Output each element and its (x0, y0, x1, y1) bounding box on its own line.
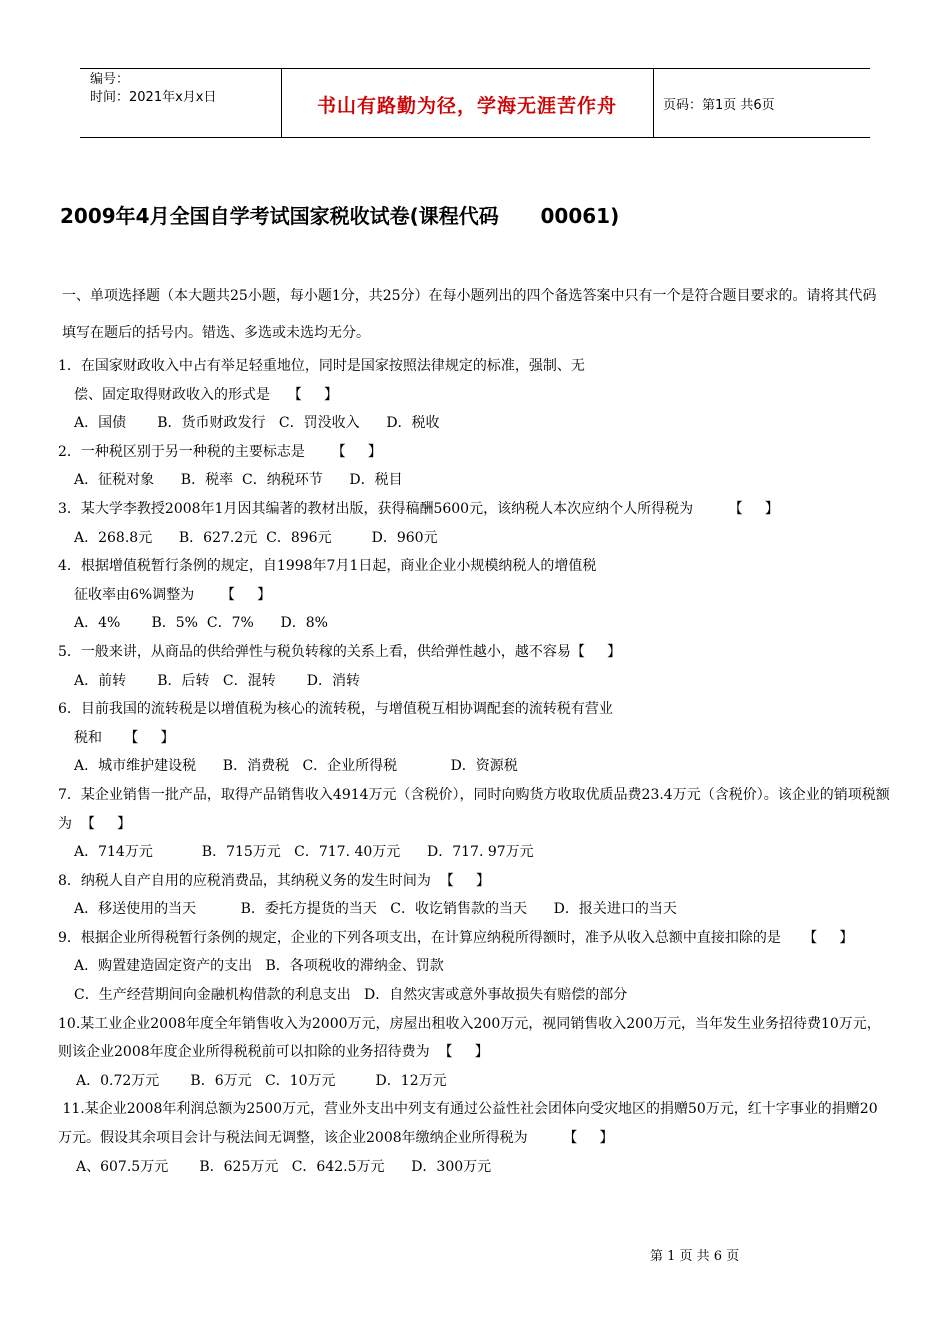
text-line: A．征税对象 B．税率 C．纳税环节 D．税目 (74, 472, 403, 489)
text-line: A．城市维护建设税 B．消费税 C．企业所得税 D．资源税 (74, 758, 518, 775)
text-line: 一、单项选择题（本大题共25小题，每小题1分，共25分）在每小题列出的四个备选答案中只有一个是符合题目要求的。请将其代码填写在题后的括号内。错选、多选或未选均无分。 (62, 288, 877, 341)
text-line: 9．根据企业所得税暂行条例的规定，企业的下列各项支出，在计算应纳税所得额时，准予从收入总额中直接扣除的是 【 】 (58, 929, 854, 946)
header-meta (90, 71, 280, 107)
text-line: A．714万元 B．715万元 C．717. 40万元 D．717. 97万元 (74, 844, 534, 861)
text-line: 1．在国家财政收入中占有举足轻重地位，同时是国家按照法律规定的标准，强制、无 (58, 358, 585, 374)
document-title: 2009年4月全国自学考试国家税收试卷(课程代码 00061) (60, 204, 620, 228)
text-line: 3．某大学李教授2008年1月因其编著的教材出版，获得稿酬5600元，该纳税人本次应纳个人所得税为 【 】 (58, 500, 779, 517)
text-line: 8．纳税人自产自用的应税消费品，其纳税义务的发生时间为 【 】 (58, 872, 491, 889)
header-motto: 书山有路勤为径，学海无涯苦作舟 (316, 95, 617, 117)
text-line: A．268.8元 B．627.2元 C．896元 D．960元 (74, 529, 438, 546)
text-line: 4．根据增值税暂行条例的规定，自1998年7月1日起，商业企业小规模纳税人的增值税 (58, 558, 597, 575)
text-line: 税和 【 】 (74, 729, 175, 746)
text-line: 7．某企业销售一批产品，取得产品销售收入4914万元（含税价），同时向购货方收取优质品费23.4万元（含税价）。该企业的销项税额为 【 】 (58, 786, 890, 832)
header-table (80, 68, 870, 138)
text-line: 偿、固定取得财政收入的形式是 【 】 (74, 386, 339, 403)
text-line: 2．一种税区别于另一种税的主要标志是 【 】 (58, 443, 382, 460)
page-footer: 第 1 页 共 6 页 (650, 1249, 740, 1264)
text-line: A、607.5万元 B．625万元 C．642.5万元 D．300万元 (76, 1158, 492, 1175)
time-label: 时间：2021年x月x日 (90, 90, 217, 105)
text-line: C．生产经营期间向金融机构借款的利息支出 D．自然灾害或意外事故损失有赔偿的部分 (74, 987, 628, 1004)
text-line: 5．一般来讲，从商品的供给弹性与税负转稼的关系上看，供给弹性越小，越不容易【 】 (58, 643, 622, 660)
text-line: A．0.72万元 B．6万元 C．10万元 D．12万元 (76, 1072, 447, 1089)
text-line: 征收率由6%调整为 【 】 (74, 586, 272, 603)
text-line: A．购置建造固定资产的支出 B．各项税收的滞纳金、罚款 (74, 958, 444, 975)
text-line: A．前转 B．后转 C．混转 D．消转 (74, 672, 360, 689)
text-line: 6．目前我国的流转税是以增值税为核心的流转税，与增值税互相协调配套的流转税有营业 (58, 701, 613, 718)
text-line: A．国债 B．货币财政发行 C．罚没收入 D．税收 (74, 415, 440, 432)
text-line: A．移送使用的当天 B．委托方提货的当天 C．收讫销售款的当天 D．报关进口的当天 (74, 901, 677, 918)
number-label: 编号： (90, 72, 130, 87)
header-page-info: 页码：第1页 共6页 (663, 98, 775, 113)
text-line: A．4% B．5% C．7% D．8% (74, 615, 328, 632)
text-line: 11.某企业2008年利润总额为2500万元，营业外支出中列支有通过公益性社会团体向受灾地区的捐赠50万元，红十字事业的捐赠20万元。假设其余项目会计与税法间无调整，该企业2008年缴纳企业所得税为 【 】 (58, 1101, 878, 1147)
text-line: 10.某工业企业2008年度全年销售收入为2000万元，房屋出租收入200万元，视同销售收入200万元，当年发生业务招待费10万元，则该企业2008年度企业所得税税前可以扣除的业务招待费为 【 】 (58, 1015, 881, 1061)
document-body (58, 278, 890, 1181)
header-divider (653, 69, 654, 137)
